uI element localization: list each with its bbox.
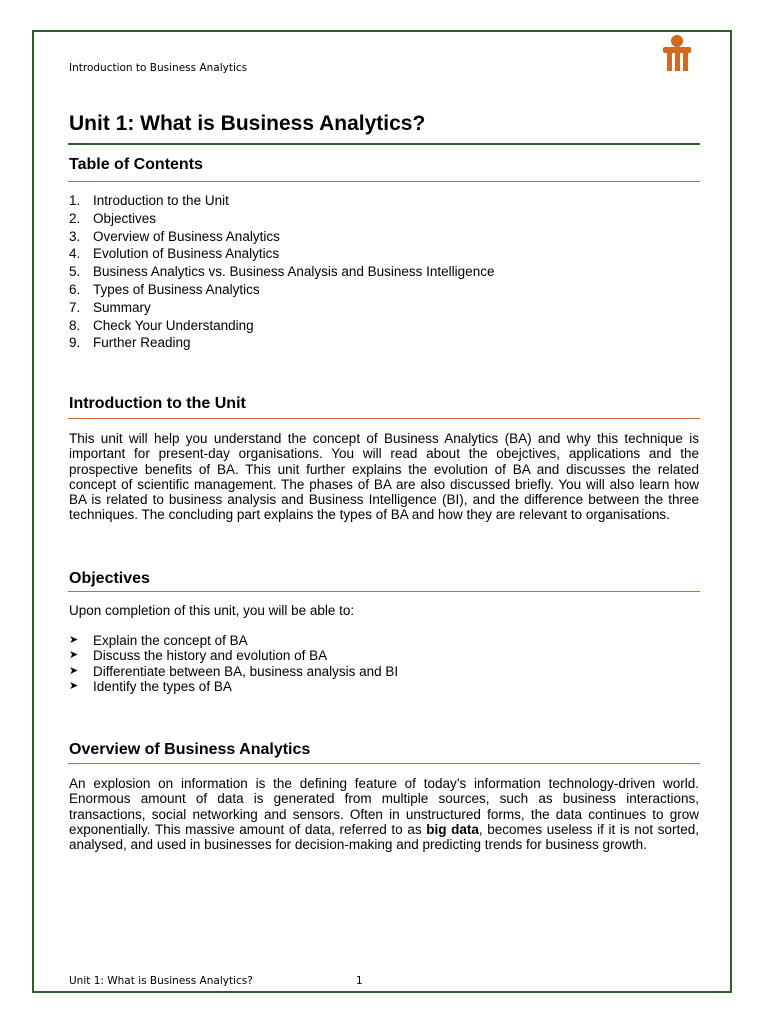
arrow-bullet-icon: ➤ bbox=[69, 649, 79, 662]
arrow-bullet-icon: ➤ bbox=[69, 664, 79, 677]
objectives-lead: Upon completion of this unit, you will be able to: bbox=[69, 603, 355, 618]
toc-list bbox=[69, 192, 494, 352]
list-item: ➤ Identify the types of BA bbox=[69, 679, 232, 695]
title-divider bbox=[68, 143, 700, 145]
toc-item[interactable]: 3. Overview of Business Analytics bbox=[69, 228, 280, 244]
manipal-logo-icon bbox=[660, 34, 694, 74]
overview-paragraph: An explosion on information is the defining feature of today’s information technology-driven world. Enormous amount of data is generated from multiple sources, such as business interactions, transactions, social networking and sensors. Often in unstructured forms, the data continues to grow exponentially. This massive amount of data, referred to as big data, becomes useless if it is not sorted, analysed, and used in businesses for decision-making and predicting trends for business growth. bbox=[69, 776, 699, 853]
toc-item[interactable]: 5. Business Analytics vs. Business Analysis and Business Intelligence bbox=[69, 264, 495, 280]
toc-item[interactable]: 4. Evolution of Business Analytics bbox=[69, 246, 280, 262]
objectives-list bbox=[69, 633, 398, 695]
intro-divider bbox=[68, 418, 700, 419]
toc-item[interactable]: 8. Check Your Understanding bbox=[69, 317, 254, 333]
objectives-heading: Objectives bbox=[69, 570, 150, 587]
toc-item[interactable]: 6. Types of Business Analytics bbox=[69, 281, 260, 297]
list-item: ➤ Differentiate between BA, business analysis and BI bbox=[69, 663, 399, 679]
toc-item[interactable]: 9. Further Reading bbox=[69, 335, 191, 351]
overview-heading: Overview of Business Analytics bbox=[69, 741, 311, 758]
toc-item[interactable]: 1. Introduction to the Unit bbox=[69, 193, 229, 208]
toc-item[interactable]: 7. Summary bbox=[69, 299, 151, 315]
page-number: 1 bbox=[356, 975, 363, 987]
toc-divider bbox=[68, 181, 700, 182]
toc-item[interactable]: 2. Objectives bbox=[69, 210, 157, 226]
intro-paragraph: This unit will help you understand the concept of Business Analytics (BA) and why this technique is important for present-day organisations. You will read about the obejctives, applications and the prospective benefits of BA. This unit further explains the evolution of BA and discusses the related concept of scientific management. The phases of BA are also discussed briefly. You will also learn how BA is related to business analysis and Business Intelligence (BI), and the difference between the three techniques. The concluding part explains the types of BA and how they are relevant to organisations. bbox=[69, 431, 699, 523]
running-header: Introduction to Business Analytics bbox=[69, 62, 248, 74]
objectives-divider bbox=[68, 591, 700, 592]
intro-heading: Introduction to the Unit bbox=[69, 395, 246, 412]
arrow-bullet-icon: ➤ bbox=[69, 634, 79, 646]
overview-divider bbox=[68, 763, 700, 764]
page-title: Unit 1: What is Business Analytics? bbox=[69, 112, 426, 135]
list-item: ➤ Discuss the history and evolution of BA bbox=[69, 648, 328, 664]
running-footer: Unit 1: What is Business Analytics? bbox=[69, 975, 253, 987]
big-data-term: big data bbox=[426, 821, 479, 837]
toc-heading: Table of Contents bbox=[69, 156, 203, 173]
arrow-bullet-icon: ➤ bbox=[69, 680, 79, 693]
list-item: ➤ Explain the concept of BA bbox=[69, 633, 248, 648]
